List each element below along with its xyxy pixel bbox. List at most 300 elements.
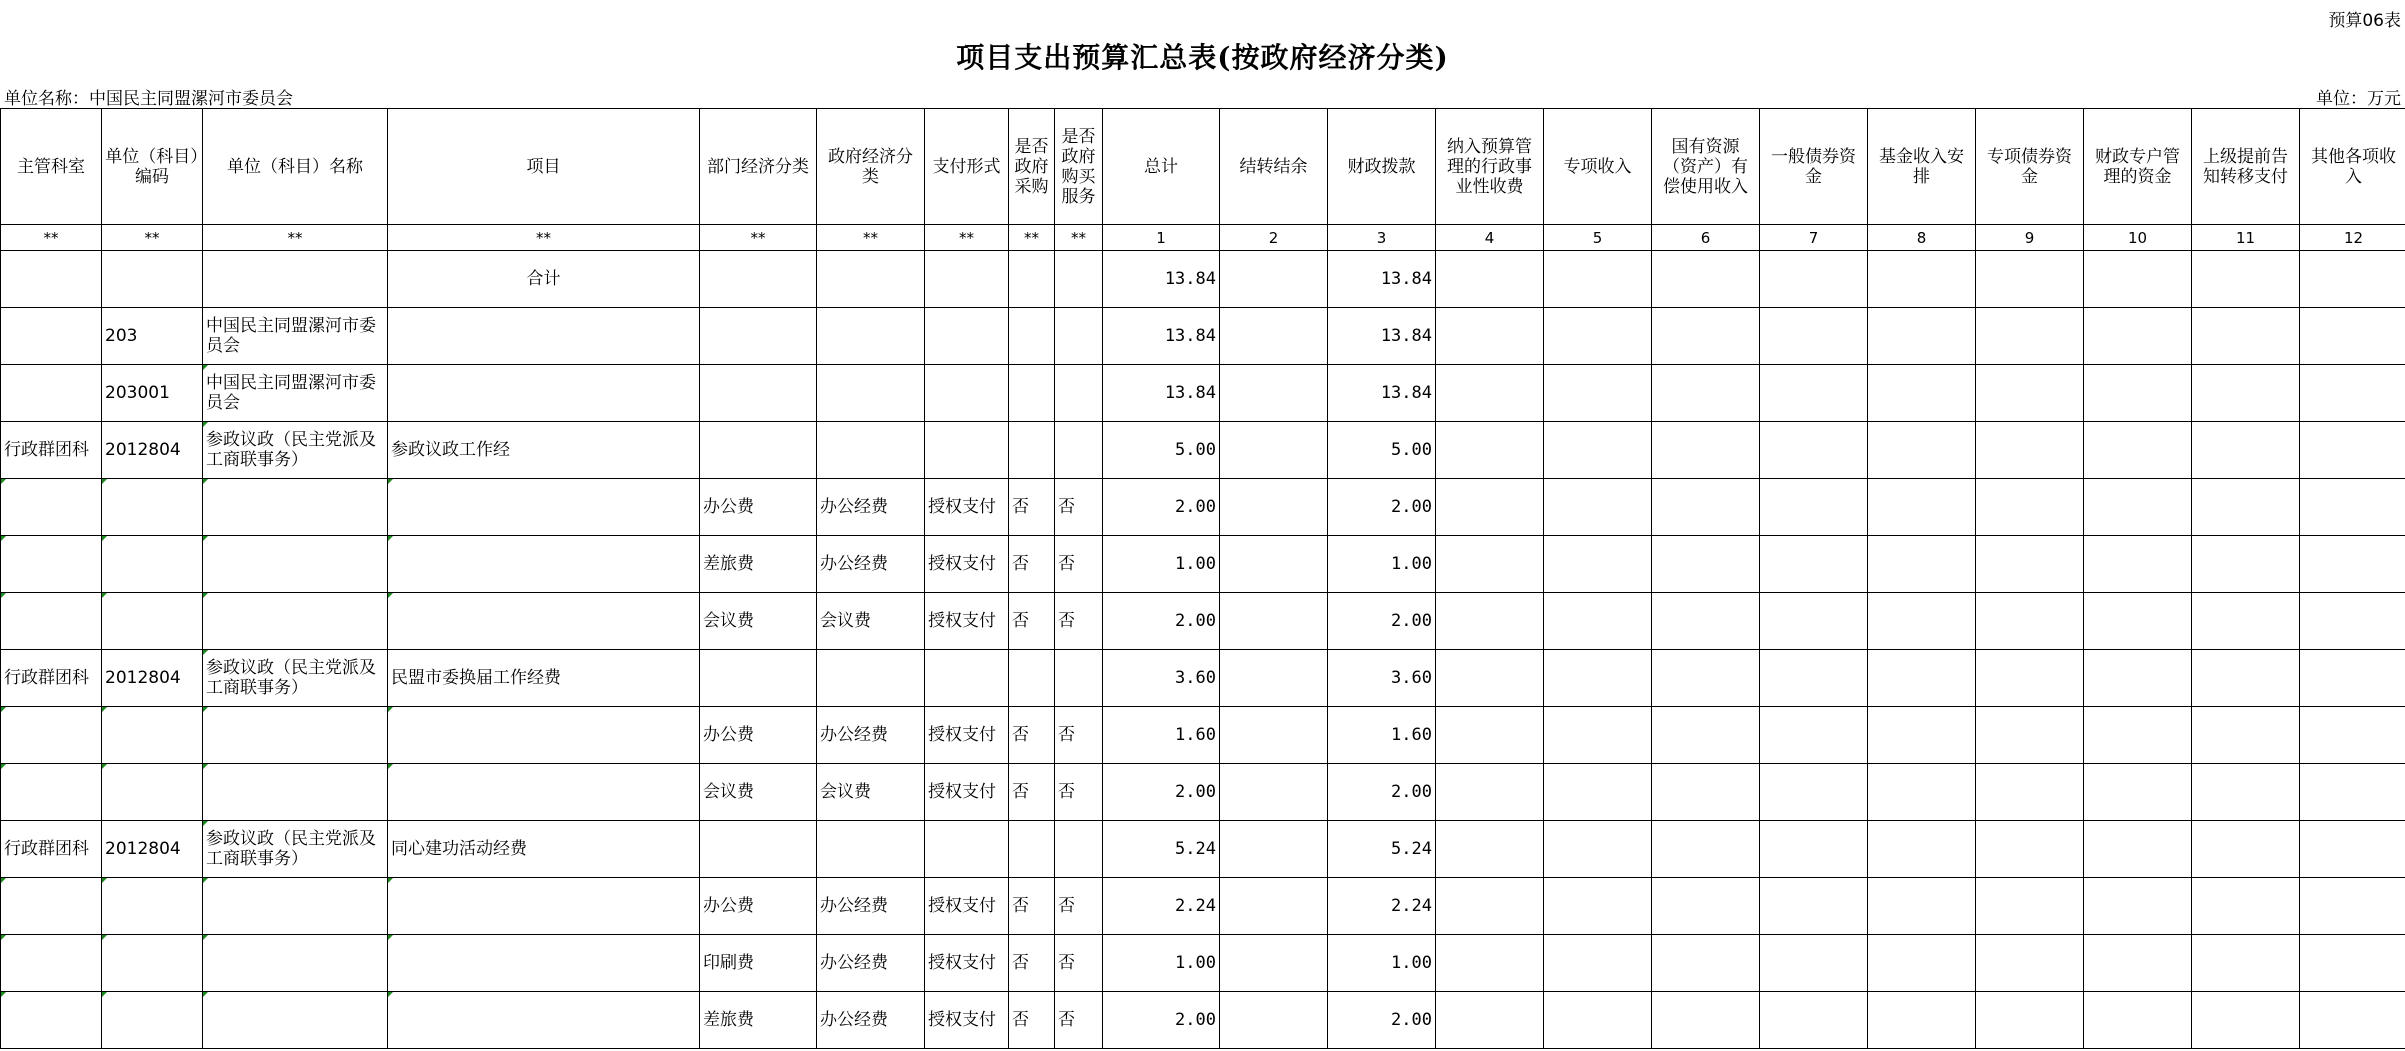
cell-econ-dept	[700, 251, 817, 308]
cell-empty	[1544, 251, 1652, 308]
cell-empty	[1868, 251, 1976, 308]
cell-empty	[1544, 878, 1652, 935]
cell-empty	[1544, 821, 1652, 878]
cell-project	[388, 479, 700, 536]
cell-code	[102, 764, 203, 821]
cell-project	[388, 935, 700, 992]
cell-empty	[2084, 821, 2192, 878]
cell-empty	[1544, 479, 1652, 536]
cell-empty	[1436, 422, 1544, 479]
column-header: 总计	[1103, 109, 1220, 225]
cell-dept	[1, 764, 102, 821]
cell-empty	[2300, 593, 2405, 650]
cell-empty	[2084, 593, 2192, 650]
cell-econ-dept: 差旅费	[700, 992, 817, 1049]
cell-fiscal: 13.84	[1328, 365, 1436, 422]
column-header: 财政拨款	[1328, 109, 1436, 225]
cell-econ-gov	[817, 821, 925, 878]
cell-empty	[1760, 422, 1868, 479]
cell-procure: 否	[1009, 935, 1055, 992]
cell-dept	[1, 251, 102, 308]
cell-empty	[1868, 764, 1976, 821]
cell-empty	[1976, 536, 2084, 593]
cell-dept	[1, 707, 102, 764]
unit-label: 单位：万元	[2316, 89, 2401, 109]
cell-carry	[1220, 308, 1328, 365]
cell-empty	[2300, 650, 2405, 707]
cell-empty	[1868, 479, 1976, 536]
cell-empty	[1760, 935, 1868, 992]
cell-service: 否	[1055, 707, 1103, 764]
cell-empty	[1436, 308, 1544, 365]
cell-code	[102, 935, 203, 992]
column-header: 其他各项收入	[2300, 109, 2405, 225]
cell-empty	[1436, 593, 1544, 650]
cell-service	[1055, 821, 1103, 878]
cell-econ-dept	[700, 821, 817, 878]
cell-empty	[1868, 707, 1976, 764]
cell-empty	[1544, 650, 1652, 707]
cell-fiscal: 1.00	[1328, 935, 1436, 992]
cell-empty	[1652, 308, 1760, 365]
column-index: 12	[2300, 225, 2405, 251]
column-header: 单位（科目）编码	[102, 109, 203, 225]
table-row	[1, 878, 2405, 935]
cell-pay: 授权支付	[925, 479, 1009, 536]
cell-econ-gov	[817, 650, 925, 707]
cell-econ-dept: 办公费	[700, 878, 817, 935]
cell-empty	[1544, 992, 1652, 1049]
cell-procure	[1009, 365, 1055, 422]
cell-econ-gov	[817, 251, 925, 308]
cell-empty	[2192, 365, 2300, 422]
cell-name	[203, 764, 388, 821]
cell-empty	[2300, 308, 2405, 365]
cell-empty	[1976, 650, 2084, 707]
cell-empty	[2084, 935, 2192, 992]
cell-project	[388, 308, 700, 365]
column-header: 基金收入安排	[1868, 109, 1976, 225]
cell-empty	[1544, 536, 1652, 593]
column-index: 7	[1760, 225, 1868, 251]
column-index: 4	[1436, 225, 1544, 251]
cell-empty	[2192, 707, 2300, 764]
table-row	[1, 650, 2405, 707]
cell-econ-dept: 办公费	[700, 707, 817, 764]
cell-econ-dept	[700, 650, 817, 707]
column-header: 纳入预算管理的行政事业性收费	[1436, 109, 1544, 225]
table-row	[1, 764, 2405, 821]
column-index: **	[203, 225, 388, 251]
cell-service: 否	[1055, 878, 1103, 935]
cell-code: 203001	[102, 365, 203, 422]
cell-fiscal: 5.24	[1328, 821, 1436, 878]
cell-code	[102, 479, 203, 536]
cell-name	[203, 992, 388, 1049]
table-row	[1, 422, 2405, 479]
column-header: 是否政府购买服务	[1055, 109, 1103, 225]
cell-procure: 否	[1009, 593, 1055, 650]
cell-pay	[925, 821, 1009, 878]
cell-empty	[1436, 821, 1544, 878]
cell-empty	[1868, 650, 1976, 707]
cell-total: 2.00	[1103, 992, 1220, 1049]
cell-empty	[2192, 536, 2300, 593]
cell-name: 参政议政（民主党派及工商联事务）	[203, 821, 388, 878]
cell-empty	[1760, 650, 1868, 707]
cell-empty	[1976, 764, 2084, 821]
cell-project	[388, 536, 700, 593]
cell-empty	[1976, 308, 2084, 365]
cell-code	[102, 878, 203, 935]
cell-empty	[2192, 251, 2300, 308]
cell-name: 中国民主同盟漯河市委员会	[203, 365, 388, 422]
column-header: 专项债券资金	[1976, 109, 2084, 225]
cell-empty	[2300, 764, 2405, 821]
cell-empty	[1868, 878, 1976, 935]
cell-fiscal: 13.84	[1328, 251, 1436, 308]
cell-dept	[1, 536, 102, 593]
column-header: 是否政府采购	[1009, 109, 1055, 225]
budget-table	[0, 108, 2405, 1049]
cell-carry	[1220, 365, 1328, 422]
cell-empty	[2300, 821, 2405, 878]
column-index: 6	[1652, 225, 1760, 251]
cell-empty	[1760, 764, 1868, 821]
cell-dept: 行政群团科	[1, 821, 102, 878]
cell-empty	[2192, 422, 2300, 479]
cell-fiscal: 2.24	[1328, 878, 1436, 935]
cell-project	[388, 365, 700, 422]
cell-econ-dept	[700, 308, 817, 365]
cell-empty	[2084, 764, 2192, 821]
form-code: 预算06表	[2328, 11, 2401, 31]
table-row	[1, 935, 2405, 992]
cell-pay	[925, 308, 1009, 365]
cell-code: 2012804	[102, 821, 203, 878]
cell-empty	[1760, 992, 1868, 1049]
cell-pay	[925, 365, 1009, 422]
cell-name: 中国民主同盟漯河市委员会	[203, 308, 388, 365]
cell-econ-gov: 办公经费	[817, 536, 925, 593]
cell-procure	[1009, 251, 1055, 308]
cell-project: 民盟市委换届工作经费	[388, 650, 700, 707]
cell-service	[1055, 251, 1103, 308]
cell-project	[388, 764, 700, 821]
cell-empty	[2192, 479, 2300, 536]
column-header: 专项收入	[1544, 109, 1652, 225]
cell-fiscal: 2.00	[1328, 479, 1436, 536]
cell-service: 否	[1055, 593, 1103, 650]
cell-project	[388, 707, 700, 764]
column-index: 3	[1328, 225, 1436, 251]
column-index: 2	[1220, 225, 1328, 251]
cell-empty	[2300, 935, 2405, 992]
cell-empty	[1544, 308, 1652, 365]
cell-carry	[1220, 992, 1328, 1049]
cell-empty	[1976, 707, 2084, 764]
table-row	[1, 593, 2405, 650]
cell-empty	[1436, 935, 1544, 992]
cell-total: 1.00	[1103, 935, 1220, 992]
column-header: 政府经济分类	[817, 109, 925, 225]
cell-econ-gov	[817, 365, 925, 422]
table-row	[1, 536, 2405, 593]
cell-name	[203, 251, 388, 308]
column-index: **	[925, 225, 1009, 251]
cell-dept: 行政群团科	[1, 650, 102, 707]
table-row	[1, 251, 2405, 308]
cell-name	[203, 536, 388, 593]
cell-code	[102, 593, 203, 650]
cell-empty	[1976, 422, 2084, 479]
column-index: 10	[2084, 225, 2192, 251]
cell-service: 否	[1055, 935, 1103, 992]
cell-total: 5.00	[1103, 422, 1220, 479]
cell-project	[388, 593, 700, 650]
cell-name	[203, 878, 388, 935]
cell-name: 参政议政（民主党派及工商联事务）	[203, 650, 388, 707]
cell-empty	[1436, 536, 1544, 593]
cell-empty	[2084, 878, 2192, 935]
cell-code: 2012804	[102, 422, 203, 479]
cell-empty	[2300, 251, 2405, 308]
cell-empty	[2084, 650, 2192, 707]
column-header: 支付形式	[925, 109, 1009, 225]
cell-carry	[1220, 821, 1328, 878]
cell-empty	[2192, 992, 2300, 1049]
cell-empty	[1652, 707, 1760, 764]
cell-empty	[1436, 992, 1544, 1049]
cell-econ-dept: 办公费	[700, 479, 817, 536]
cell-empty	[1760, 308, 1868, 365]
cell-carry	[1220, 764, 1328, 821]
column-index: **	[1, 225, 102, 251]
cell-empty	[1652, 422, 1760, 479]
cell-econ-gov	[817, 422, 925, 479]
column-header: 上级提前告知转移支付	[2192, 109, 2300, 225]
cell-name	[203, 935, 388, 992]
cell-empty	[2300, 992, 2405, 1049]
table-row	[1, 365, 2405, 422]
cell-empty	[1436, 764, 1544, 821]
cell-procure: 否	[1009, 992, 1055, 1049]
cell-procure	[1009, 650, 1055, 707]
cell-dept	[1, 878, 102, 935]
column-index: 8	[1868, 225, 1976, 251]
cell-project: 同心建功活动经费	[388, 821, 700, 878]
cell-empty	[1544, 365, 1652, 422]
cell-dept	[1, 365, 102, 422]
cell-empty	[1976, 251, 2084, 308]
cell-carry	[1220, 878, 1328, 935]
cell-empty	[1652, 764, 1760, 821]
table-row	[1, 308, 2405, 365]
cell-empty	[1544, 764, 1652, 821]
cell-total: 1.60	[1103, 707, 1220, 764]
cell-empty	[1760, 479, 1868, 536]
cell-fiscal: 5.00	[1328, 422, 1436, 479]
cell-empty	[1544, 707, 1652, 764]
cell-empty	[2300, 422, 2405, 479]
cell-empty	[1544, 593, 1652, 650]
cell-pay: 授权支付	[925, 992, 1009, 1049]
column-header: 结转结余	[1220, 109, 1328, 225]
cell-empty	[2084, 365, 2192, 422]
cell-dept	[1, 593, 102, 650]
cell-empty	[1652, 935, 1760, 992]
column-header: 单位（科目）名称	[203, 109, 388, 225]
table-row	[1, 479, 2405, 536]
cell-empty	[1760, 821, 1868, 878]
cell-pay: 授权支付	[925, 935, 1009, 992]
cell-econ-dept	[700, 365, 817, 422]
cell-empty	[2084, 479, 2192, 536]
cell-name	[203, 593, 388, 650]
cell-econ-gov	[817, 308, 925, 365]
cell-empty	[2084, 422, 2192, 479]
cell-empty	[1976, 992, 2084, 1049]
cell-empty	[2300, 707, 2405, 764]
cell-total: 13.84	[1103, 308, 1220, 365]
cell-empty	[2192, 593, 2300, 650]
cell-pay: 授权支付	[925, 764, 1009, 821]
column-header: 项目	[388, 109, 700, 225]
column-header: 财政专户管理的资金	[2084, 109, 2192, 225]
cell-pay	[925, 422, 1009, 479]
cell-econ-dept: 差旅费	[700, 536, 817, 593]
cell-project: 合计	[388, 251, 700, 308]
cell-empty	[1436, 251, 1544, 308]
cell-empty	[1760, 251, 1868, 308]
cell-procure	[1009, 821, 1055, 878]
cell-econ-gov: 办公经费	[817, 935, 925, 992]
cell-empty	[1544, 422, 1652, 479]
cell-pay	[925, 650, 1009, 707]
cell-pay: 授权支付	[925, 707, 1009, 764]
cell-service: 否	[1055, 764, 1103, 821]
cell-empty	[1652, 992, 1760, 1049]
cell-econ-dept: 会议费	[700, 593, 817, 650]
cell-name	[203, 707, 388, 764]
column-header: 部门经济分类	[700, 109, 817, 225]
cell-pay: 授权支付	[925, 878, 1009, 935]
table-row	[1, 821, 2405, 878]
cell-empty	[1868, 536, 1976, 593]
cell-total: 2.00	[1103, 764, 1220, 821]
column-index: **	[1055, 225, 1103, 251]
cell-total: 1.00	[1103, 536, 1220, 593]
cell-fiscal: 1.60	[1328, 707, 1436, 764]
cell-empty	[1652, 821, 1760, 878]
cell-carry	[1220, 593, 1328, 650]
cell-empty	[2300, 365, 2405, 422]
cell-empty	[1868, 992, 1976, 1049]
cell-econ-gov: 会议费	[817, 764, 925, 821]
page-title: 项目支出预算汇总表(按政府经济分类)	[956, 41, 1449, 74]
cell-empty	[2192, 878, 2300, 935]
cell-empty	[1760, 878, 1868, 935]
cell-empty	[1868, 935, 1976, 992]
cell-empty	[1652, 650, 1760, 707]
cell-name: 参政议政（民主党派及工商联事务）	[203, 422, 388, 479]
cell-econ-gov: 办公经费	[817, 992, 925, 1049]
column-header: 主管科室	[1, 109, 102, 225]
index-row	[1, 225, 2405, 251]
cell-fiscal: 2.00	[1328, 992, 1436, 1049]
column-header: 一般债券资金	[1760, 109, 1868, 225]
cell-code: 2012804	[102, 650, 203, 707]
cell-project	[388, 878, 700, 935]
cell-empty	[2192, 935, 2300, 992]
cell-fiscal: 2.00	[1328, 764, 1436, 821]
cell-fiscal: 1.00	[1328, 536, 1436, 593]
cell-procure: 否	[1009, 707, 1055, 764]
column-index: **	[1009, 225, 1055, 251]
cell-empty	[2192, 650, 2300, 707]
cell-total: 2.24	[1103, 878, 1220, 935]
cell-econ-dept	[700, 422, 817, 479]
cell-carry	[1220, 251, 1328, 308]
cell-empty	[1760, 707, 1868, 764]
cell-econ-dept: 印刷费	[700, 935, 817, 992]
cell-project: 参政议政工作经	[388, 422, 700, 479]
cell-carry	[1220, 422, 1328, 479]
cell-empty	[1436, 479, 1544, 536]
cell-code	[102, 707, 203, 764]
cell-empty	[2084, 536, 2192, 593]
cell-econ-gov: 会议费	[817, 593, 925, 650]
cell-service	[1055, 365, 1103, 422]
cell-empty	[1436, 365, 1544, 422]
cell-service: 否	[1055, 536, 1103, 593]
cell-empty	[2084, 707, 2192, 764]
cell-empty	[1976, 365, 2084, 422]
cell-empty	[2300, 479, 2405, 536]
cell-pay	[925, 251, 1009, 308]
cell-fiscal: 13.84	[1328, 308, 1436, 365]
cell-total: 3.60	[1103, 650, 1220, 707]
column-index: **	[102, 225, 203, 251]
column-index: 5	[1544, 225, 1652, 251]
cell-fiscal: 2.00	[1328, 593, 1436, 650]
column-index: 11	[2192, 225, 2300, 251]
cell-procure: 否	[1009, 479, 1055, 536]
header-row	[1, 109, 2405, 225]
cell-dept	[1, 935, 102, 992]
cell-empty	[1652, 365, 1760, 422]
cell-empty	[2084, 251, 2192, 308]
cell-procure: 否	[1009, 764, 1055, 821]
cell-empty	[2084, 308, 2192, 365]
cell-service: 否	[1055, 992, 1103, 1049]
cell-procure: 否	[1009, 536, 1055, 593]
column-index: **	[817, 225, 925, 251]
cell-empty	[1760, 536, 1868, 593]
cell-procure	[1009, 308, 1055, 365]
cell-empty	[1544, 935, 1652, 992]
cell-empty	[1652, 251, 1760, 308]
cell-project	[388, 992, 700, 1049]
cell-empty	[1868, 365, 1976, 422]
cell-econ-dept: 会议费	[700, 764, 817, 821]
cell-dept	[1, 479, 102, 536]
cell-empty	[2192, 308, 2300, 365]
table-row	[1, 992, 2405, 1049]
cell-code: 203	[102, 308, 203, 365]
cell-econ-gov: 办公经费	[817, 878, 925, 935]
cell-carry	[1220, 479, 1328, 536]
